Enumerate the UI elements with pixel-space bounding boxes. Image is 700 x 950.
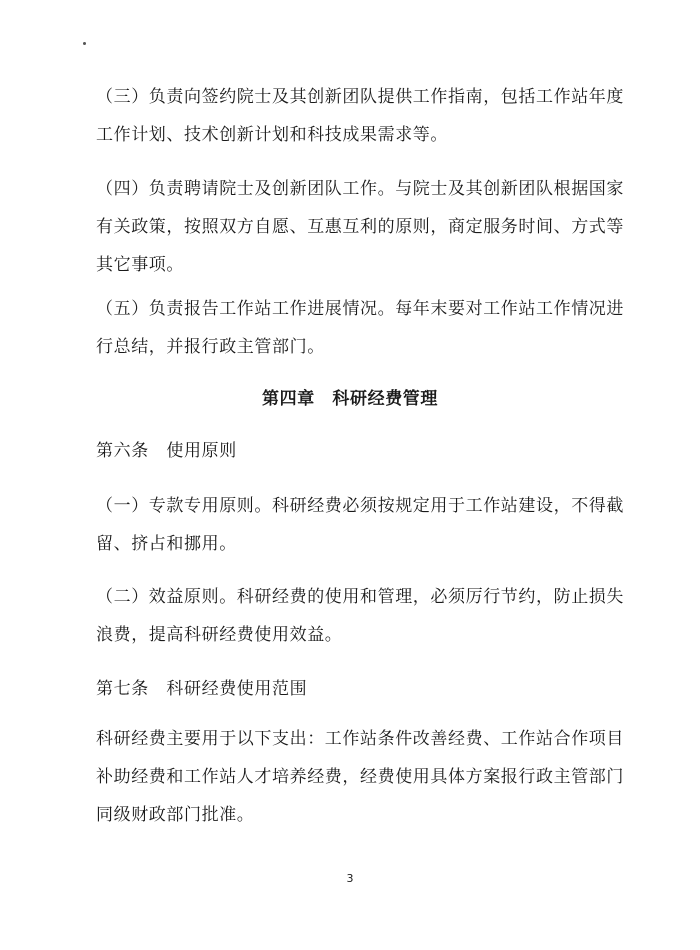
article-6-heading: 第六条 使用原则 xyxy=(96,441,237,461)
text-line: 同级财政部门批准。 xyxy=(96,805,255,825)
text-line: （三）负责向签约院士及其创新团队提供工作指南，包括工作站年度 xyxy=(96,87,624,107)
scan-speck xyxy=(83,42,86,45)
text-line: 浪费，提高科研经费使用效益。 xyxy=(96,625,343,645)
text-line: （五）负责报告工作站工作进展情况。每年末要对工作站工作情况进 xyxy=(96,299,624,319)
text-line: （二）效益原则。科研经费的使用和管理，必须厉行节约，防止损失 xyxy=(96,587,624,607)
text-line: 其它事项。 xyxy=(96,255,184,275)
paragraph-article-6-item-1 xyxy=(96,487,624,563)
text-line: 留、挤占和挪用。 xyxy=(96,534,237,554)
text-line: 补助经费和工作站人才培养经费，经费使用具体方案报行政主管部门 xyxy=(96,767,624,787)
paragraph-responsibility-4 xyxy=(96,170,624,284)
paragraph-article-7-body xyxy=(96,720,624,834)
text-line: （一）专款专用原则。科研经费必须按规定用于工作站建设，不得截 xyxy=(96,496,624,516)
paragraph-responsibility-5 xyxy=(96,290,624,366)
text-line: 科研经费主要用于以下支出：工作站条件改善经费、工作站合作项目 xyxy=(96,729,624,749)
paragraph-responsibility-3 xyxy=(96,78,624,154)
text-line: 有关政策，按照双方自愿、互惠互利的原则，商定服务时间、方式等 xyxy=(96,217,624,237)
text-line: 行总结，并报行政主管部门。 xyxy=(96,337,325,357)
chapter-heading: 第四章 科研经费管理 xyxy=(262,389,438,409)
page-number: 3 xyxy=(346,872,354,885)
paragraph-article-6-item-2 xyxy=(96,578,624,654)
text-line: 工作计划、技术创新计划和科技成果需求等。 xyxy=(96,125,448,145)
text-line: （四）负责聘请院士及创新团队工作。与院士及其创新团队根据国家 xyxy=(96,179,624,199)
article-7-heading: 第七条 科研经费使用范围 xyxy=(96,679,308,699)
